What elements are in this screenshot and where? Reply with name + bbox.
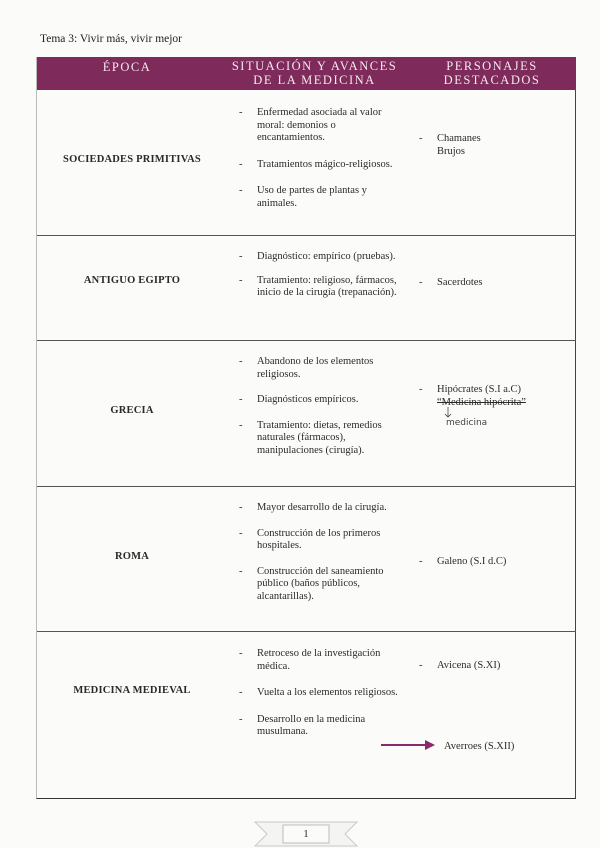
list-item: - Vuelta a los elementos religiosos. (237, 687, 402, 700)
header-personajes-line1: PERSONAJES (446, 59, 538, 73)
advances-list (237, 502, 402, 603)
person-item: - Avicena (S.XI) (419, 659, 569, 672)
header-personajes-line2: DESTACADOS (443, 73, 541, 87)
list-item: - Retroceso de la investigación médica. (237, 648, 402, 673)
person-item: Brujos (437, 146, 466, 157)
person-item: - Galeno (S.I d.C) (419, 555, 569, 568)
epoch-label: GRECIA (110, 405, 154, 416)
advances-list (237, 356, 402, 457)
list-item: - Uso de partes de plantas y animales. (237, 185, 402, 210)
table-row (37, 236, 576, 341)
person-item: - Chamanes (419, 132, 569, 145)
document-topic: Tema 3: Vivir más, vivir mejor (40, 33, 183, 45)
list-item: - Abandono de los elementos religiosos. (237, 356, 402, 381)
list-item: - Mayor desarrollo de la cirugía. (237, 502, 402, 515)
table-row (37, 632, 576, 799)
list-item: - Tratamiento: religioso, fármacos, inicio de la cirugía (trepanación). (237, 275, 402, 300)
notable-people (444, 740, 594, 753)
page-number: 1 (303, 828, 309, 840)
header-epoca-label: ÉPOCA (102, 60, 152, 74)
history-of-medicine-table (36, 57, 576, 799)
header-personajes (427, 59, 557, 87)
page-footer (253, 818, 359, 848)
notable-people (419, 132, 569, 158)
person-item: - Sacerdotes (419, 276, 569, 289)
person-item: “Medicina hipócrita” (437, 397, 526, 408)
table-header (37, 57, 576, 90)
list-item: - Diagnóstico: empírico (pruebas). (237, 251, 402, 264)
epoch-label: ANTIGUO EGIPTO (83, 275, 181, 286)
header-situacion-line1: SITUACIÓN Y AVANCES (231, 59, 398, 73)
notable-people (419, 383, 569, 409)
epoch-label: MEDICINA MEDIEVAL (73, 685, 191, 696)
list-item: - Enfermedad asociada al valor moral: demonios o encantamientos. (237, 107, 402, 145)
advances-list (237, 648, 402, 739)
handwritten-note: medicina (446, 418, 488, 428)
table-row (37, 341, 576, 487)
arrow-right-icon (381, 739, 437, 751)
list-item: - Construcción del saneamiento público (baños públicos, alcantarillas). (237, 566, 402, 604)
header-situacion (217, 59, 412, 87)
advances-list (237, 251, 402, 300)
notable-people (419, 555, 569, 568)
person-item: Averroes (S.XII) (444, 741, 515, 752)
epoch-label: SOCIEDADES PRIMITIVAS (63, 154, 201, 165)
header-epoca (77, 60, 177, 74)
table-row (37, 487, 576, 632)
header-situacion-line2: DE LA MEDICINA (253, 73, 376, 87)
list-item: - Diagnósticos empíricos. (237, 394, 402, 407)
advances-list (237, 107, 402, 210)
list-item: - Tratamientos mágico-religiosos. (237, 159, 402, 172)
list-item: - Construcción de los primeros hospitales. (237, 528, 402, 553)
notable-people (419, 659, 569, 672)
list-item: - Desarrollo en la medicina musulmana. (237, 714, 402, 739)
epoch-label: ROMA (114, 551, 150, 562)
list-item: - Tratamiento: dietas, remedios naturales (fármacos), manipulaciones (cirugía). (237, 420, 402, 458)
notable-people (419, 276, 569, 289)
table-row (37, 90, 576, 236)
person-item: - Hipócrates (S.I a.C) (419, 383, 569, 396)
